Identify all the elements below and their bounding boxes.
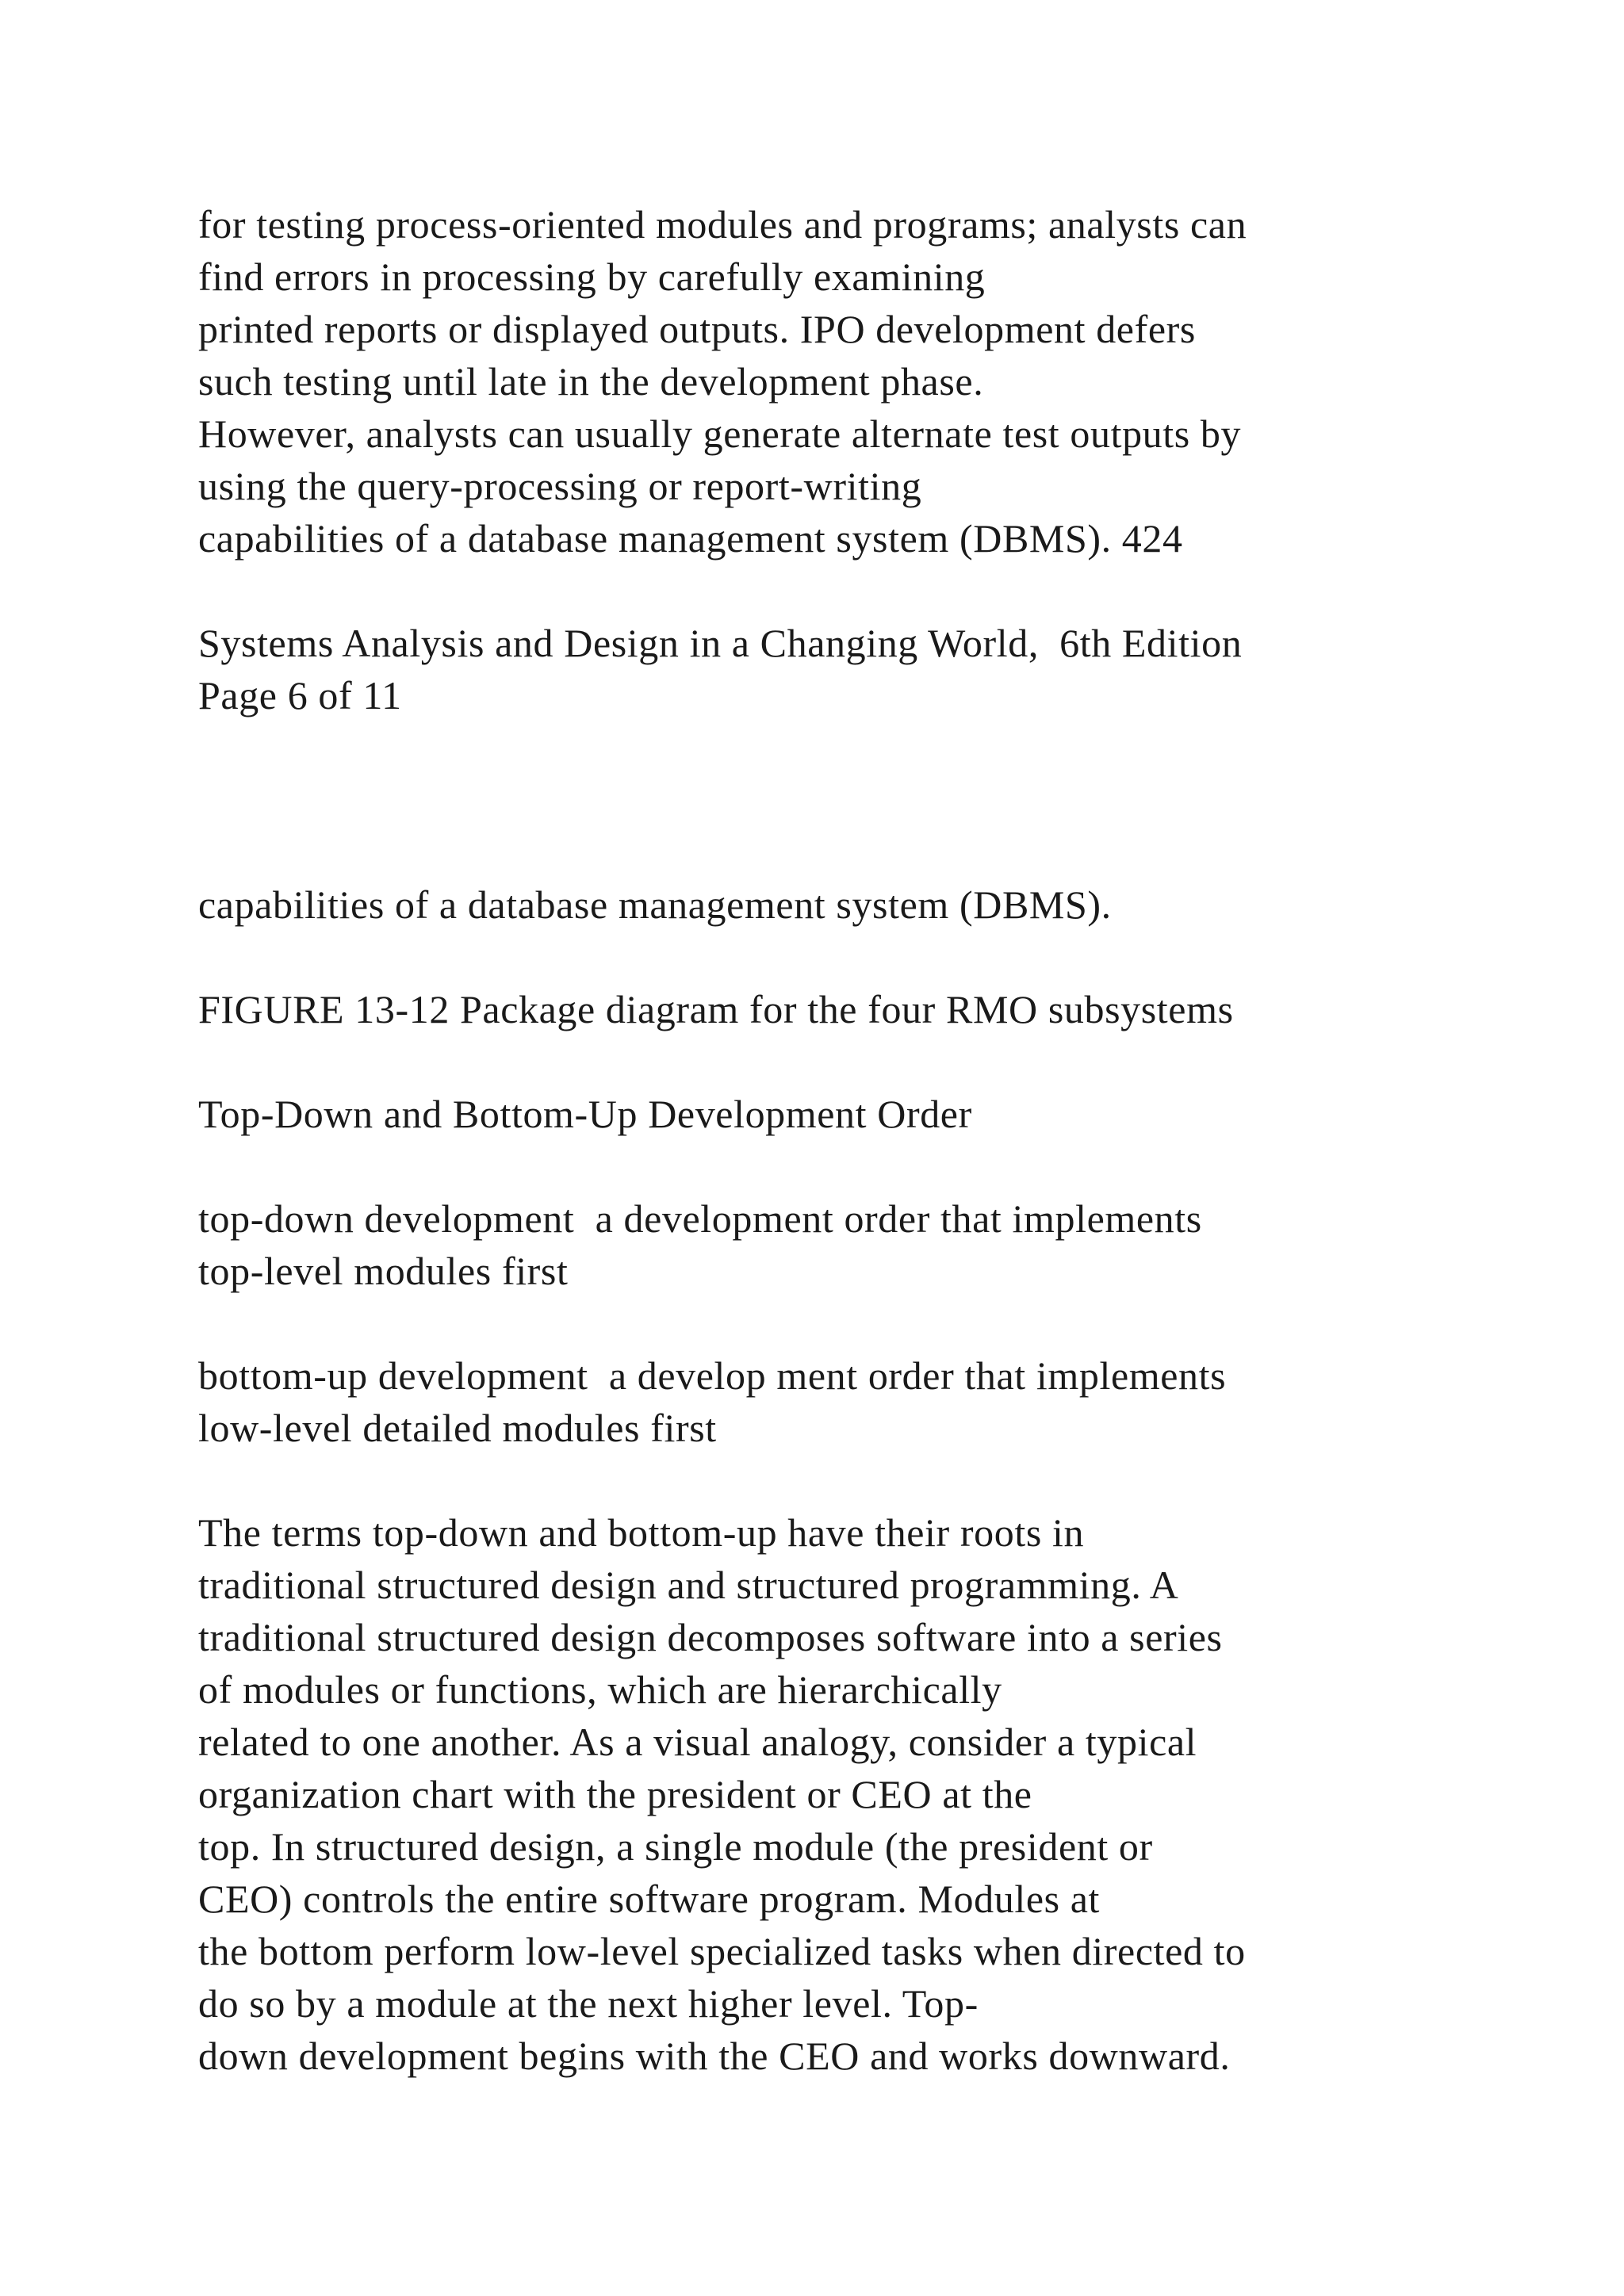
body-text-line: such testing until late in the development phase.	[198, 359, 984, 404]
section-heading: Top-Down and Bottom-Up Development Order	[198, 1092, 972, 1136]
body-text-line: of modules or functions, which are hierarchically	[198, 1667, 1002, 1712]
page-number: Page 6 of 11	[198, 673, 402, 718]
body-text-line: CEO) controls the entire software program. Modules at	[198, 1877, 1101, 1921]
body-text-line: do so by a module at the next higher level. Top-	[198, 1981, 979, 2026]
definition-top-down: top-down development a development order that implements	[198, 1196, 1202, 1241]
definition-bottom-up: low-level detailed modules first	[198, 1406, 717, 1450]
body-text-line: for testing process-oriented modules and programs; analysts can	[198, 202, 1247, 247]
body-text-line: top. In structured design, a single module (the president or	[198, 1824, 1153, 1869]
body-text-line: However, analysts can usually generate alternate test outputs by	[198, 411, 1242, 456]
body-text-line: related to one another. As a visual analogy, consider a typical	[198, 1720, 1197, 1764]
body-text-line: printed reports or displayed outputs. IPO development defers	[198, 307, 1196, 351]
body-text-line: down development begins with the CEO and works downward.	[198, 2034, 1231, 2078]
definition-top-down: top-level modules first	[198, 1249, 569, 1293]
body-text-line: organization chart with the president or CEO at the	[198, 1772, 1032, 1816]
body-text-line: traditional structured design and structured programming. A	[198, 1563, 1179, 1607]
page-footer-title: Systems Analysis and Design in a Changing World, 6th Edition	[198, 621, 1243, 665]
body-text-line: using the query-processing or report-writing	[198, 464, 922, 508]
body-text-line: find errors in processing by carefully examining	[198, 254, 986, 299]
body-text-line: The terms top-down and bottom-up have their roots in	[198, 1510, 1085, 1555]
body-text-line: capabilities of a database management system (DBMS).	[198, 882, 1112, 927]
body-text-line: capabilities of a database management system (DBMS). 424	[198, 516, 1183, 561]
definition-bottom-up: bottom-up development a develop ment order that implements	[198, 1353, 1227, 1398]
body-text-line: traditional structured design decomposes software into a series	[198, 1615, 1223, 1659]
body-text-line: the bottom perform low-level specialized tasks when directed to	[198, 1929, 1246, 1973]
figure-caption: FIGURE 13-12 Package diagram for the four RMO subsystems	[198, 987, 1234, 1031]
